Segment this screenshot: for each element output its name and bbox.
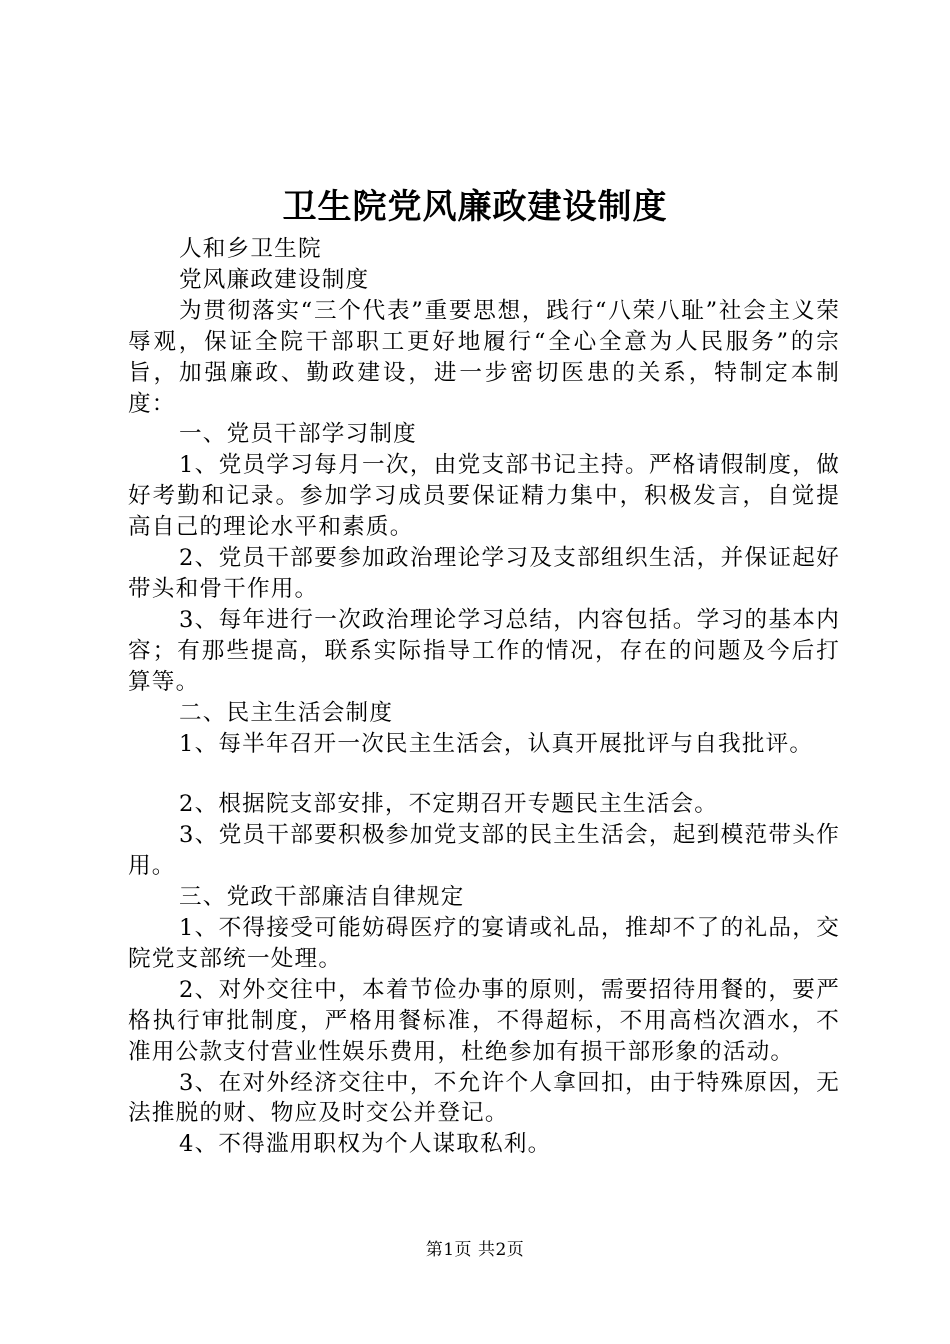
- section-heading-self-discipline: 三、党政干部廉洁自律规定: [179, 884, 465, 911]
- study-rule-2: 2、党员干部要参加政治理论学习及支部组织生活，并保证起好带头和骨干作用。: [128, 545, 840, 602]
- section-heading-democratic-life: 二、民主生活会制度: [179, 699, 394, 726]
- discipline-rule-2: 2、对外交往中，本着节俭办事的原则，需要招待用餐的，要严格执行审批制度，严格用餐标准，不得超标，不用高档次酒水，不准用公款支付营业性娱乐费用，杜绝参加有损干部形象的活动。: [128, 976, 840, 1065]
- discipline-rule-1: 1、不得接受可能妨碍医疗的宴请或礼品，推却不了的礼品，交院党支部统一处理。: [128, 915, 840, 972]
- democratic-rule-1: 1、每半年召开一次民主生活会，认真开展批评与自我批评。: [179, 730, 814, 757]
- study-rule-3: 3、每年进行一次政治理论学习总结，内容包括。学习的基本内容；有那些提高，联系实际指导工作的情况，存在的问题及今后打算等。: [128, 606, 840, 695]
- democratic-rule-2: 2、根据院支部安排，不定期召开专题民主生活会。: [179, 791, 719, 818]
- discipline-rule-3: 3、在对外经济交往中，不允许个人拿回扣，由于特殊原因，无法推脱的财、物应及时交公并登记。: [128, 1069, 840, 1127]
- section-heading-study: 一、党员干部学习制度: [179, 421, 417, 448]
- page-number-footer: 第1页 共2页: [425, 1240, 525, 1260]
- subtitle-line: 党风廉政建设制度: [179, 266, 370, 293]
- discipline-rule-4: 4、不得滥用职权为个人谋取私利。: [179, 1131, 552, 1158]
- democratic-rule-3: 3、党员干部要积极参加党支部的民主生活会，起到模范带头作用。: [128, 822, 840, 880]
- document-title: 卫生院党风廉政建设制度: [282, 187, 668, 227]
- study-rule-1: 1、党员学习每月一次，由党支部书记主持。严格请假制度，做好考勤和记录。参加学习成员要保证精力集中，积极发言，自觉提高自己的理论水平和素质。: [128, 452, 840, 541]
- intro-paragraph: 为贯彻落实“三个代表”重要思想，践行“八荣八耻”社会主义荣辱观，保证全院干部职工更好地履行“全心全意为人民服务”的宗旨，加强廉政、勤政建设，进一步密切医患的关系，特制定本制度：: [128, 297, 840, 417]
- document-body: [128, 234, 840, 1160]
- org-name-line: 人和乡卫生院: [179, 236, 322, 262]
